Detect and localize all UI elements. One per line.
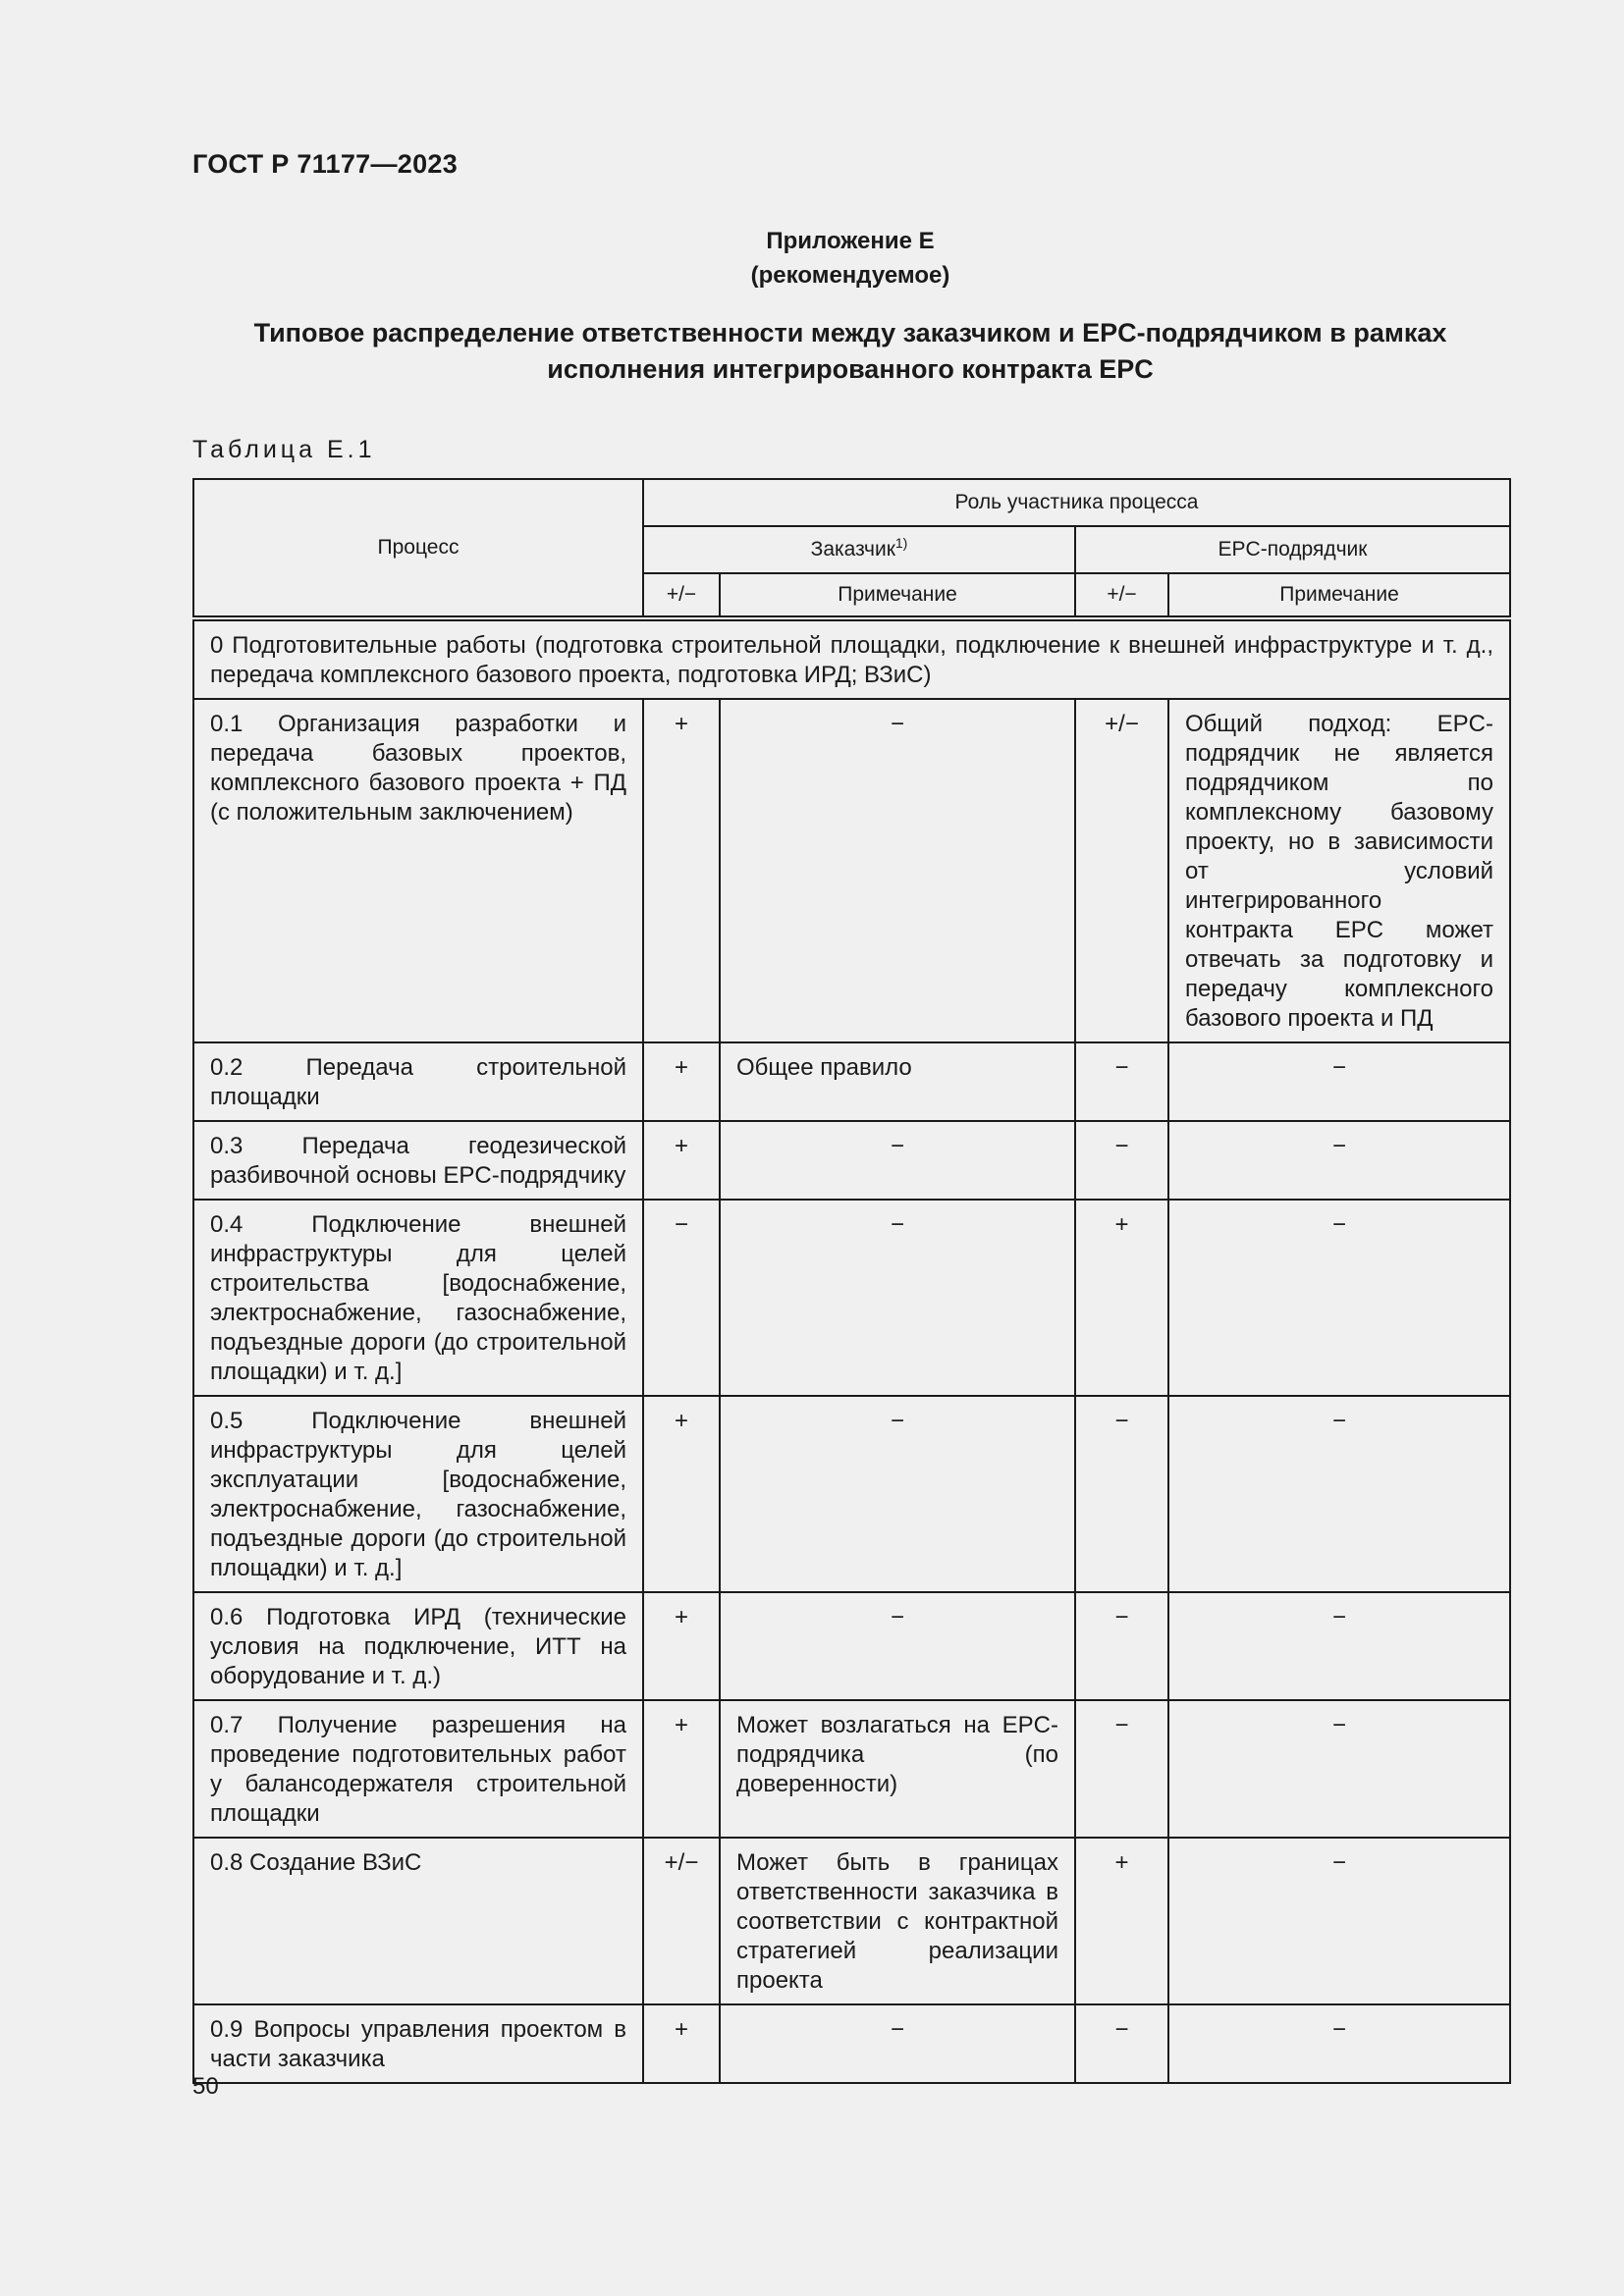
annex-heading [192, 224, 1508, 293]
customer-pm-cell: + [643, 1592, 720, 1700]
contractor-pm-cell: − [1075, 1592, 1168, 1700]
header-customer-pm: +/− [643, 573, 720, 618]
header-customer-label: Заказчик [810, 538, 895, 561]
header-process: Процесс [193, 479, 643, 618]
process-cell: 0.9 Вопросы управления проектом в части заказчика [193, 2004, 643, 2083]
table-row [193, 1838, 1510, 2004]
process-cell: 0.2 Передача строительной площадки [193, 1042, 643, 1121]
process-cell: 0.1 Организация разработки и передача базовых проектов, комплексного базового проекта + ПД (с положительным заключением) [193, 699, 643, 1042]
customer-pm-cell: + [643, 2004, 720, 2083]
table-row [193, 699, 1510, 1042]
customer-note-cell: Может возлагаться на EPC-подрядчика (по доверенности) [720, 1700, 1075, 1838]
document-title-line-1: Типовое распределение ответственности между заказчиком и EPC-подрядчиком в рамках [253, 318, 1447, 347]
customer-note-cell: − [720, 1592, 1075, 1700]
header-customer [643, 526, 1075, 573]
customer-note-cell: − [720, 1121, 1075, 1200]
customer-note-cell: − [720, 699, 1075, 1042]
document-title [192, 315, 1508, 388]
contractor-pm-cell: − [1075, 1042, 1168, 1121]
process-cell: 0.3 Передача геодезической разбивочной основы EPC-подрядчику [193, 1121, 643, 1200]
customer-note-cell: Общее правило [720, 1042, 1075, 1121]
customer-note-cell: − [720, 1396, 1075, 1592]
contractor-note-cell: − [1168, 1042, 1510, 1121]
contractor-pm-cell: − [1075, 1396, 1168, 1592]
annex-status: (рекомендуемое) [750, 262, 950, 289]
process-cell: 0.4 Подключение внешней инфраструктуры для целей строительства [водоснабжение, электроснабжение, газоснабжение, подъездные дороги (до строительной площадки) и т. д.] [193, 1200, 643, 1396]
contractor-pm-cell: − [1075, 2004, 1168, 2083]
contractor-note-cell: − [1168, 1838, 1510, 2004]
process-cell: 0.5 Подключение внешней инфраструктуры для целей эксплуатации [водоснабжение, электроснабжение, газоснабжение, подъездные дороги (до строительной площадки) и т. д.] [193, 1396, 643, 1592]
contractor-note-cell: − [1168, 1121, 1510, 1200]
process-cell: 0.7 Получение разрешения на проведение подготовительных работ у балансодержателя строительной площадки [193, 1700, 643, 1838]
header-role: Роль участника процесса [643, 479, 1510, 526]
table-row [193, 1700, 1510, 1838]
customer-note-cell: Может быть в границах ответственности заказчика в соответствии с контрактной стратегией реализации проекта [720, 1838, 1075, 2004]
customer-note-cell: − [720, 1200, 1075, 1396]
customer-pm-cell: + [643, 1396, 720, 1592]
contractor-note-cell: Общий подход: EPC-подрядчик не является подрядчиком по комплексному базовому проекту, но в зависимости от условий интегрированного контракта EPC может отвечать за подготовку и передачу комплексного базового проекта и ПД [1168, 699, 1510, 1042]
table-row [193, 1592, 1510, 1700]
contractor-pm-cell: +/− [1075, 699, 1168, 1042]
table-row [193, 2004, 1510, 2083]
page-number: 50 [192, 2073, 219, 2100]
contractor-pm-cell: − [1075, 1121, 1168, 1200]
table-row [193, 1200, 1510, 1396]
standard-code: ГОСТ Р 71177—2023 [192, 149, 459, 179]
header-customer-note: Примечание [720, 573, 1075, 618]
responsibility-table [192, 478, 1511, 2084]
section-row [193, 618, 1510, 699]
customer-note-cell: − [720, 2004, 1075, 2083]
header-contractor: EPC-подрядчик [1075, 526, 1510, 573]
customer-pm-cell: + [643, 1121, 720, 1200]
table-row [193, 1042, 1510, 1121]
annex-title: Приложение Е [766, 228, 935, 254]
process-cell: 0.8 Создание ВЗиС [193, 1838, 643, 2004]
section-heading: 0 Подготовительные работы (подготовка строительной площадки, подключение к внешней инфраструктуре и т. д., передача комплексного базового проекта, подготовка ИРД; ВЗиС) [193, 618, 1510, 699]
table-row [193, 1396, 1510, 1592]
header-contractor-note: Примечание [1168, 573, 1510, 618]
contractor-pm-cell: + [1075, 1200, 1168, 1396]
customer-pm-cell: +/− [643, 1838, 720, 2004]
contractor-note-cell: − [1168, 1592, 1510, 1700]
customer-pm-cell: + [643, 1700, 720, 1838]
table-caption: Таблица Е.1 [192, 436, 376, 463]
contractor-pm-cell: + [1075, 1838, 1168, 2004]
header-contractor-pm: +/− [1075, 573, 1168, 618]
table-row [193, 1121, 1510, 1200]
customer-pm-cell: + [643, 699, 720, 1042]
process-cell: 0.6 Подготовка ИРД (технические условия на подключение, ИТТ на оборудование и т. д.) [193, 1592, 643, 1700]
contractor-note-cell: − [1168, 1700, 1510, 1838]
contractor-pm-cell: − [1075, 1700, 1168, 1838]
customer-pm-cell: − [643, 1200, 720, 1396]
document-title-line-2: исполнения интегрированного контракта EPC [547, 354, 1154, 384]
contractor-note-cell: − [1168, 1200, 1510, 1396]
footnote-marker: 1) [894, 535, 908, 551]
header-row-1 [193, 479, 1510, 526]
contractor-note-cell: − [1168, 1396, 1510, 1592]
contractor-note-cell: − [1168, 2004, 1510, 2083]
customer-pm-cell: + [643, 1042, 720, 1121]
